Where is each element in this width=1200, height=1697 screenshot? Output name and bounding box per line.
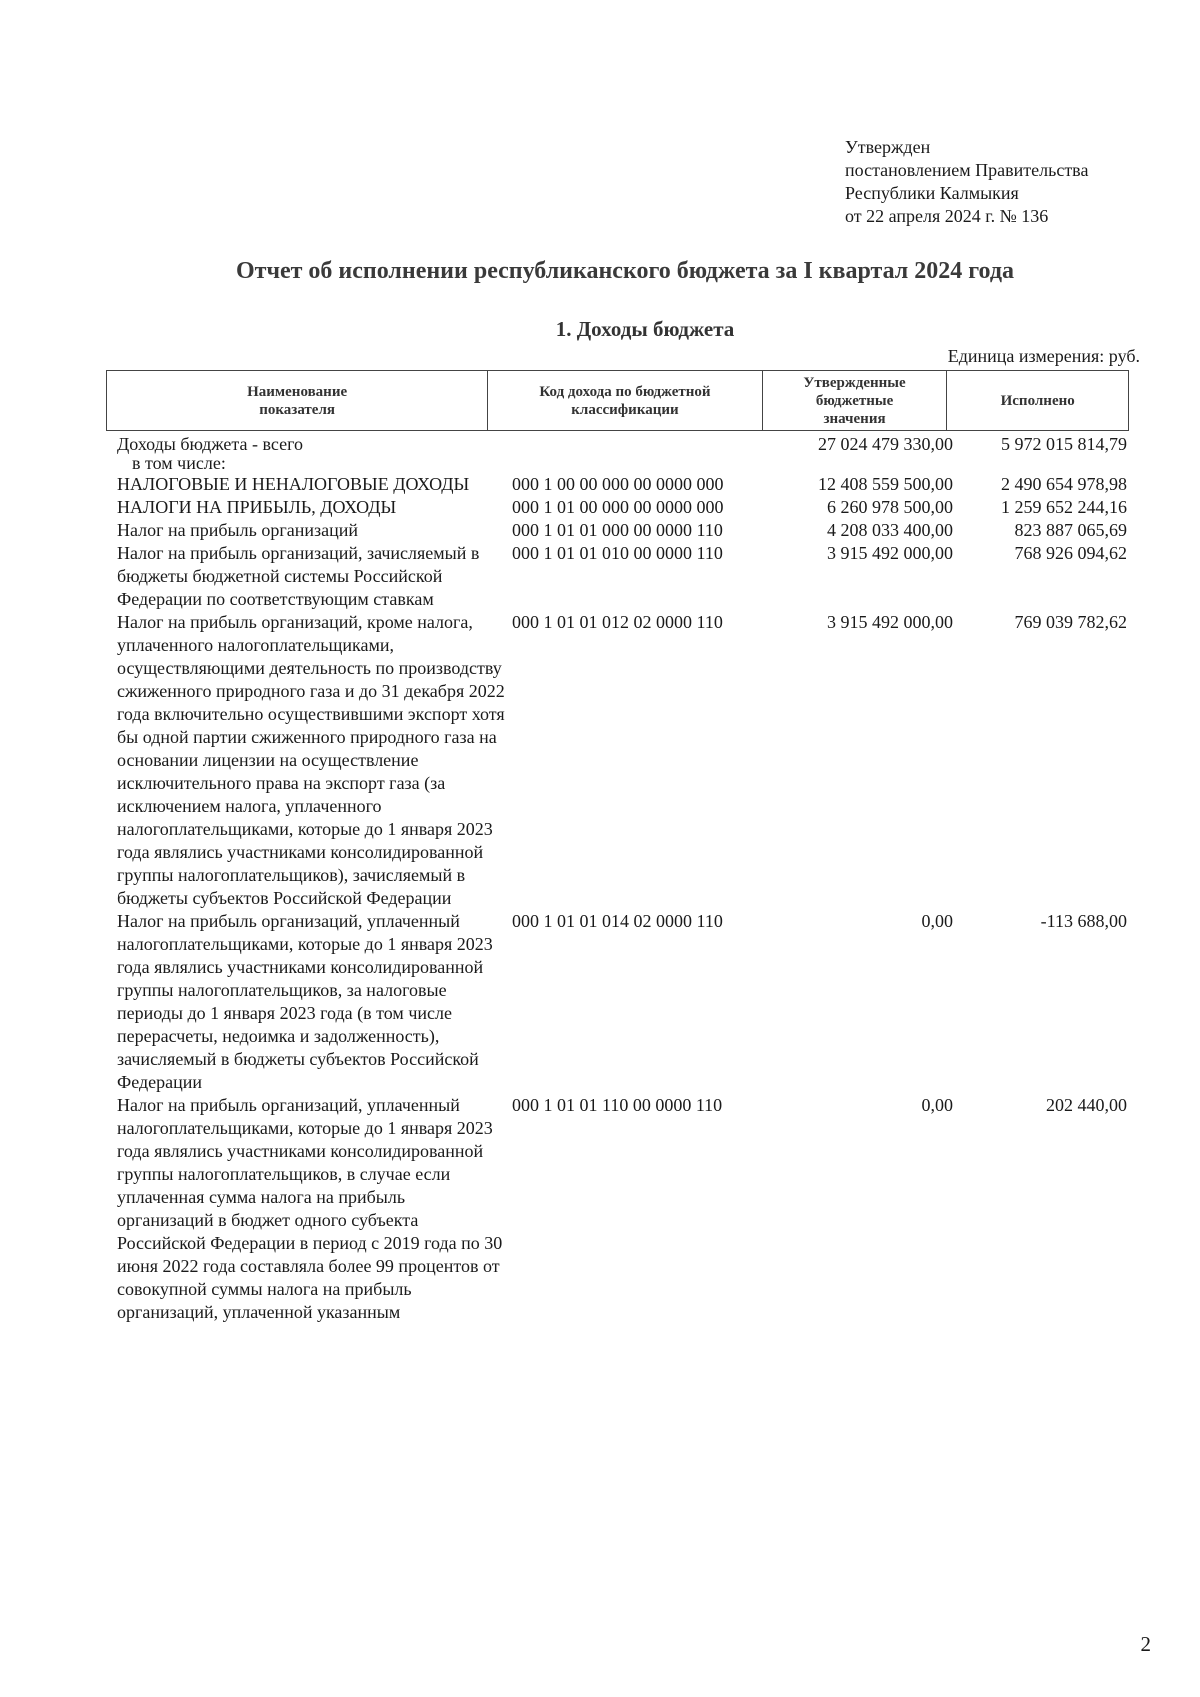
- table-header: [106, 370, 1129, 431]
- unit-label: Единица измерения: руб.: [947, 346, 1140, 366]
- row-fact: 768 926 094,62: [1014, 543, 1127, 563]
- row-fact: 2 490 654 978,98: [1001, 474, 1127, 494]
- approval-stamp: [845, 136, 1088, 228]
- row-name: НАЛОГОВЫЕ И НЕНАЛОГОВЫЕ ДОХОДЫ: [117, 474, 470, 494]
- document-title: Отчет об исполнении республиканского бюджета за I квартал 2024 года: [235, 258, 1014, 284]
- row-name: Доходы бюджета - всего: [117, 434, 304, 454]
- row-code: 000 1 01 01 000 00 0000 110: [512, 520, 723, 540]
- table-row: [117, 496, 1127, 519]
- header-cell-code: Код дохода по бюджетной классификации: [487, 371, 761, 430]
- page-number: 2: [1140, 1632, 1151, 1656]
- row-plan: 12 408 559 500,00: [818, 474, 953, 494]
- row-fact: 202 440,00: [1046, 1095, 1127, 1115]
- table-row: [117, 1094, 1127, 1324]
- row-subtitle: в том числе:: [132, 453, 226, 473]
- header-cell-name: Наименование показателя: [247, 383, 348, 418]
- row-code: [512, 435, 779, 473]
- row-name: Налог на прибыль организаций: [117, 520, 358, 540]
- row-name: Налог на прибыль организаций, уплаченный налогоплательщиками, которые до 1 января 2023 года являлись участниками консолидированной группы налогоплательщиков, за налоговые периоды до 1 января 2023 года (в том числе перерасчеты, недоимка и задолженность), зачисляемый в бюджеты субъектов Российской Федерации: [117, 911, 493, 1092]
- header-cell-fact: Исполнено: [946, 371, 1128, 430]
- table-row: [117, 542, 1127, 611]
- table-row: [117, 435, 1127, 473]
- row-plan: 3 915 492 000,00: [827, 612, 953, 632]
- row-plan: 6 260 978 500,00: [827, 497, 953, 517]
- approval-line: Республики Калмыкия: [845, 183, 1019, 203]
- table-row: [117, 910, 1127, 1094]
- row-code: 000 1 01 01 110 00 0000 110: [512, 1095, 723, 1115]
- row-code: 000 1 00 00 000 00 0000 000: [512, 474, 724, 494]
- row-name: Налог на прибыль организаций, кроме налога, уплаченного налогоплательщиками, осуществляющими деятельность по производству сжиженного природного газа и до 31 декабря 2022 года включительно осуществившими экспорт хотя бы одной партии сжиженного природного газа на основании лицензии на осуществление исключительного права на экспорт газа (за исключением налога, уплаченного налогоплательщиками, которые до 1 января 2023 года являлись участниками консолидированной группы налогоплательщиков), зачисляемый в бюджеты субъектов Российской Федерации: [117, 612, 505, 908]
- approval-line: Утвержден: [845, 137, 931, 157]
- row-plan: 27 024 479 330,00: [818, 434, 953, 454]
- section-title: 1. Доходы бюджета: [555, 317, 735, 341]
- row-code: 000 1 01 01 012 02 0000 110: [512, 612, 723, 632]
- row-plan: 4 208 033 400,00: [827, 520, 953, 540]
- revenue-table-body: [117, 435, 1127, 1324]
- row-plan: 3 915 492 000,00: [827, 543, 953, 563]
- row-fact: 1 259 652 244,16: [1001, 497, 1127, 517]
- row-fact: 5 972 015 814,79: [1001, 434, 1127, 454]
- row-fact: 769 039 782,62: [1014, 612, 1127, 632]
- row-plan: 0,00: [921, 911, 953, 931]
- row-name: Налог на прибыль организаций, зачисляемый в бюджеты бюджетной системы Российской Федерации по соответствующим ставкам: [117, 543, 480, 609]
- row-plan: 0,00: [921, 1095, 953, 1115]
- row-fact: 823 887 065,69: [1014, 520, 1127, 540]
- row-code: 000 1 01 01 010 00 0000 110: [512, 543, 723, 563]
- table-row: [117, 519, 1127, 542]
- table-row: [117, 611, 1127, 910]
- approval-line: от 22 апреля 2024 г. № 136: [845, 206, 1049, 226]
- row-code: 000 1 01 00 000 00 0000 000: [512, 497, 724, 517]
- row-code: 000 1 01 01 014 02 0000 110: [512, 911, 723, 931]
- row-name-cell: [117, 435, 512, 473]
- row-name: Налог на прибыль организаций, уплаченный налогоплательщиками, которые до 1 января 2023 года являлись участниками консолидированной группы налогоплательщиков, в случае если уплаченная сумма налога на прибыль организаций в бюджет одного субъекта Российской Федерации в период с 2019 года по 30 июня 2022 года составляла более 99 процентов от совокупной суммы налога на прибыль организаций, уплаченной указанным: [117, 1095, 503, 1322]
- row-name: НАЛОГИ НА ПРИБЫЛЬ, ДОХОДЫ: [117, 497, 397, 517]
- approval-line: постановлением Правительства: [845, 160, 1089, 180]
- table-row: [117, 473, 1127, 496]
- header-cell-plan: Утвержденные бюджетные значения: [762, 371, 947, 430]
- row-fact: -113 688,00: [1040, 911, 1127, 931]
